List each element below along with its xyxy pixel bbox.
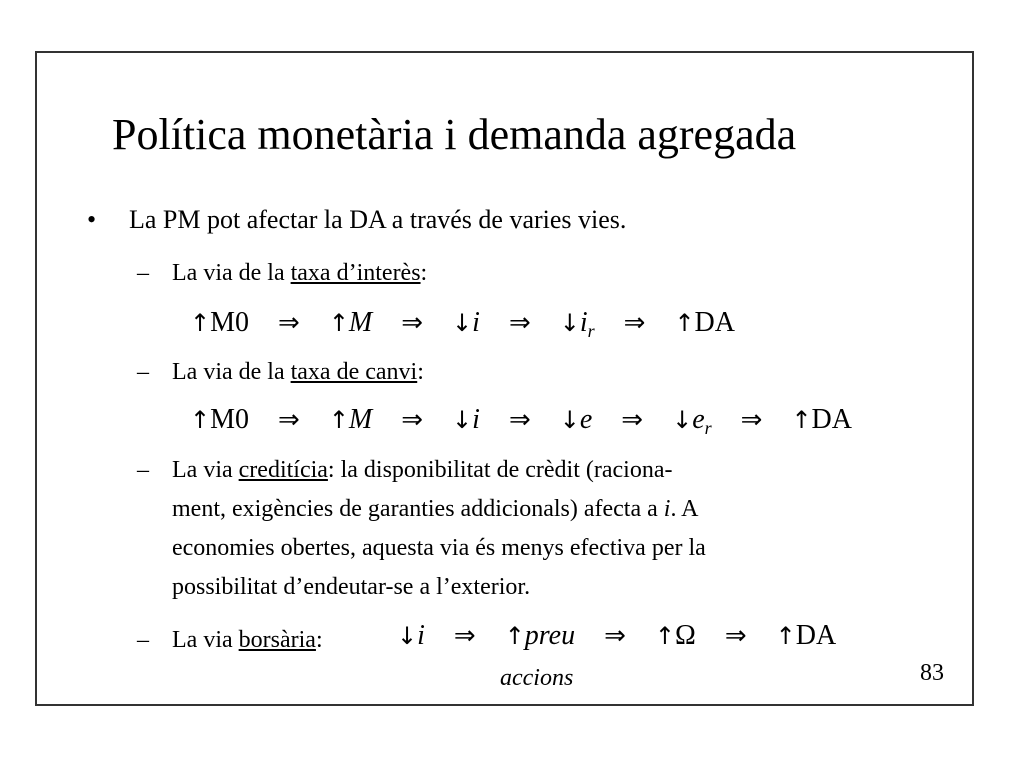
chain-term-da: DA	[811, 404, 852, 435]
credit-line2b: . A	[670, 496, 699, 522]
implies-icon: ⇒	[278, 405, 300, 435]
stock-channel-line	[172, 625, 323, 655]
stock-prefix: La via	[172, 627, 239, 653]
slide	[35, 51, 974, 706]
implies-icon: ⇒	[401, 405, 424, 435]
up-arrow-icon: ↑	[328, 406, 349, 434]
down-arrow-icon: ↓	[452, 406, 473, 434]
up-arrow-icon: ↑	[504, 622, 525, 650]
interest-term: taxa d’interès	[290, 260, 421, 286]
chain-term-da: DA	[694, 307, 735, 338]
exchange-term: taxa de canvi	[290, 359, 418, 385]
credit-line2-var: i	[663, 496, 671, 522]
down-arrow-icon: ↓	[559, 406, 580, 434]
credit-line-4: possibilitat d’endeutar-se a l’exterior.	[172, 574, 531, 600]
credit-term: creditícia	[238, 457, 328, 483]
down-arrow-icon: ↓	[452, 309, 473, 337]
chain-term-ir: i	[579, 307, 588, 338]
chain-term-da: DA	[795, 620, 837, 651]
implies-icon: ⇒	[508, 308, 531, 338]
up-arrow-icon: ↑	[190, 309, 211, 337]
slide-title: Política monetària i demanda agregada	[112, 110, 797, 159]
chain-term-m: M	[348, 307, 373, 338]
stock-suffix: :	[315, 627, 323, 653]
chain-term-m0: M0	[210, 307, 250, 338]
stock-chain	[397, 619, 836, 653]
implies-icon: ⇒	[724, 621, 747, 651]
up-arrow-icon: ↑	[775, 622, 796, 650]
chain-term-er-sub: r	[704, 418, 712, 438]
implies-icon: ⇒	[740, 405, 763, 435]
exchange-suffix: :	[417, 359, 424, 385]
chain-term-ir-sub: r	[587, 321, 595, 341]
interest-dash: –	[137, 260, 149, 286]
chain-term-preu: preu	[524, 620, 576, 651]
chain-term-omega: Ω	[675, 620, 696, 651]
chain-term-er: e	[692, 404, 705, 435]
interest-suffix: :	[420, 260, 428, 286]
exchange-chain	[190, 403, 852, 437]
credit-paragraph	[172, 455, 952, 602]
exchange-prefix: La via de la	[172, 359, 291, 385]
credit-dash: –	[137, 457, 149, 483]
chain-term-e: e	[579, 404, 593, 435]
implies-icon: ⇒	[453, 621, 476, 651]
implies-icon: ⇒	[621, 405, 644, 435]
stock-term: borsària	[238, 627, 316, 653]
credit-line-1	[172, 455, 952, 485]
up-arrow-icon: ↑	[674, 309, 695, 337]
chain-term-i: i	[417, 620, 425, 651]
up-arrow-icon: ↑	[190, 406, 211, 434]
up-arrow-icon: ↑	[791, 406, 812, 434]
stock-dash: –	[137, 627, 149, 653]
down-arrow-icon: ↓	[559, 309, 580, 337]
interest-channel-line	[172, 258, 427, 288]
credit-line1-rest: : la disponibilitat de crèdit (raciona-	[327, 457, 673, 483]
chain-term-i: i	[472, 307, 480, 338]
credit-line-2	[172, 494, 952, 524]
interest-chain	[190, 306, 735, 340]
interest-prefix: La via de la	[172, 260, 291, 286]
implies-icon: ⇒	[278, 308, 300, 338]
chain-term-m0: M0	[210, 404, 250, 435]
bullet-marker: •	[87, 205, 97, 234]
implies-icon: ⇒	[623, 308, 646, 338]
up-arrow-icon: ↑	[328, 309, 349, 337]
bullet-text: La PM pot afectar la DA a través de varies vies.	[129, 205, 627, 234]
implies-icon: ⇒	[401, 308, 424, 338]
exchange-channel-line	[172, 357, 424, 387]
stock-accions-label: accions	[500, 665, 574, 691]
implies-icon: ⇒	[604, 621, 626, 651]
credit-line-3: economies obertes, aquesta via és menys efectiva per la	[172, 535, 706, 561]
up-arrow-icon: ↑	[654, 622, 675, 650]
down-arrow-icon: ↓	[672, 406, 693, 434]
chain-term-i: i	[472, 404, 480, 435]
down-arrow-icon: ↓	[397, 622, 418, 650]
credit-line2a: ment, exigències de garanties addicionals) afecta a	[172, 496, 664, 522]
implies-icon: ⇒	[508, 405, 531, 435]
page-number: 83	[920, 660, 944, 686]
credit-prefix: La via	[172, 457, 239, 483]
chain-term-m: M	[348, 404, 373, 435]
exchange-dash: –	[137, 359, 149, 385]
